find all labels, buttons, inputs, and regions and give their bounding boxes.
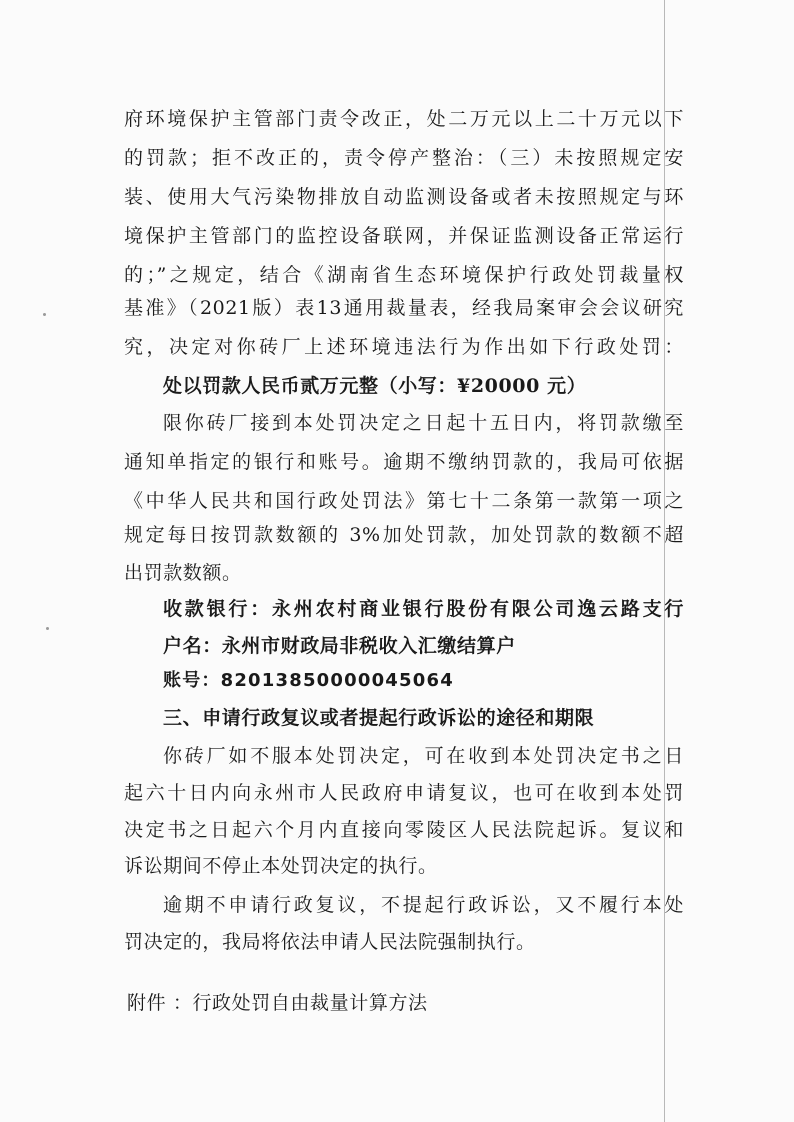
paragraph-1-line: 的罚款；拒不改正的，责令停产整治：（三）未按照规定安 (124, 147, 684, 169)
paragraph-1-line: 府环境保护主管部门责令改正，处二万元以上二十万元以下 (124, 108, 684, 130)
paragraph-1-line: 基准》（2021版）表13通用裁量表，经我局案审会会议研究 (124, 297, 684, 319)
paragraph-3-line: 起六十日内向永州市人民政府申请复议，也可在收到本处罚 (124, 782, 684, 804)
paragraph-2-line: 出罚款数额。 (124, 562, 242, 584)
paragraph-4-line: 逾期不申请行政复议，不提起行政诉讼，又不履行本处 (163, 894, 684, 916)
attachment-note: 附件 ：行政处罚自由裁量计算方法 (127, 992, 428, 1014)
account-name: 户名：永州市财政局非税收入汇缴结算户 (163, 635, 516, 657)
paragraph-4-line: 罚决定的，我局将依法申请人民法院强制执行。 (124, 931, 536, 953)
paragraph-1-line: 装、使用大气污染物排放自动监测设备或者未按照规定与环 (124, 186, 684, 208)
account-number: 账号：82013850000045064 (163, 670, 454, 691)
paragraph-3-line: 决定书之日起六个月内直接向零陵区人民法院起诉。复议和 (124, 819, 684, 841)
paragraph-1-line: 的；”之规定，结合《湖南省生态环境保护行政处罚裁量权 (124, 264, 684, 286)
paragraph-2-line: 限你砖厂接到本处罚决定之日起十五日内，将罚款缴至 (163, 412, 684, 434)
bank-name: 收款银行：永州农村商业银行股份有限公司逸云路支行 (163, 598, 684, 620)
penalty-amount: 处以罚款人民币贰万元整（小写：¥20000 元） (163, 375, 587, 397)
paragraph-1-line: 境保护主管部门的监控设备联网，并保证监测设备正常运行 (124, 225, 684, 247)
section-3-heading: 三、申请行政复议或者提起行政诉讼的途径和期限 (163, 707, 595, 729)
paragraph-2-line: 通知单指定的银行和账号。逾期不缴纳罚款的，我局可依据 (124, 451, 684, 473)
paragraph-1-line: 究，决定对你砖厂上述环境违法行为作出如下行政处罚： (124, 336, 684, 358)
paragraph-3-line: 你砖厂如不服本处罚决定，可在收到本处罚决定书之日 (163, 745, 684, 767)
paragraph-3-line: 诉讼期间不停止本处罚决定的执行。 (124, 855, 438, 877)
paragraph-2-line: 规定每日按罚款数额的 3%加处罚款，加处罚款的数额不超 (124, 524, 684, 546)
paragraph-2-line: 《中华人民共和国行政处罚法》第七十二条第一款第一项之 (124, 490, 684, 512)
